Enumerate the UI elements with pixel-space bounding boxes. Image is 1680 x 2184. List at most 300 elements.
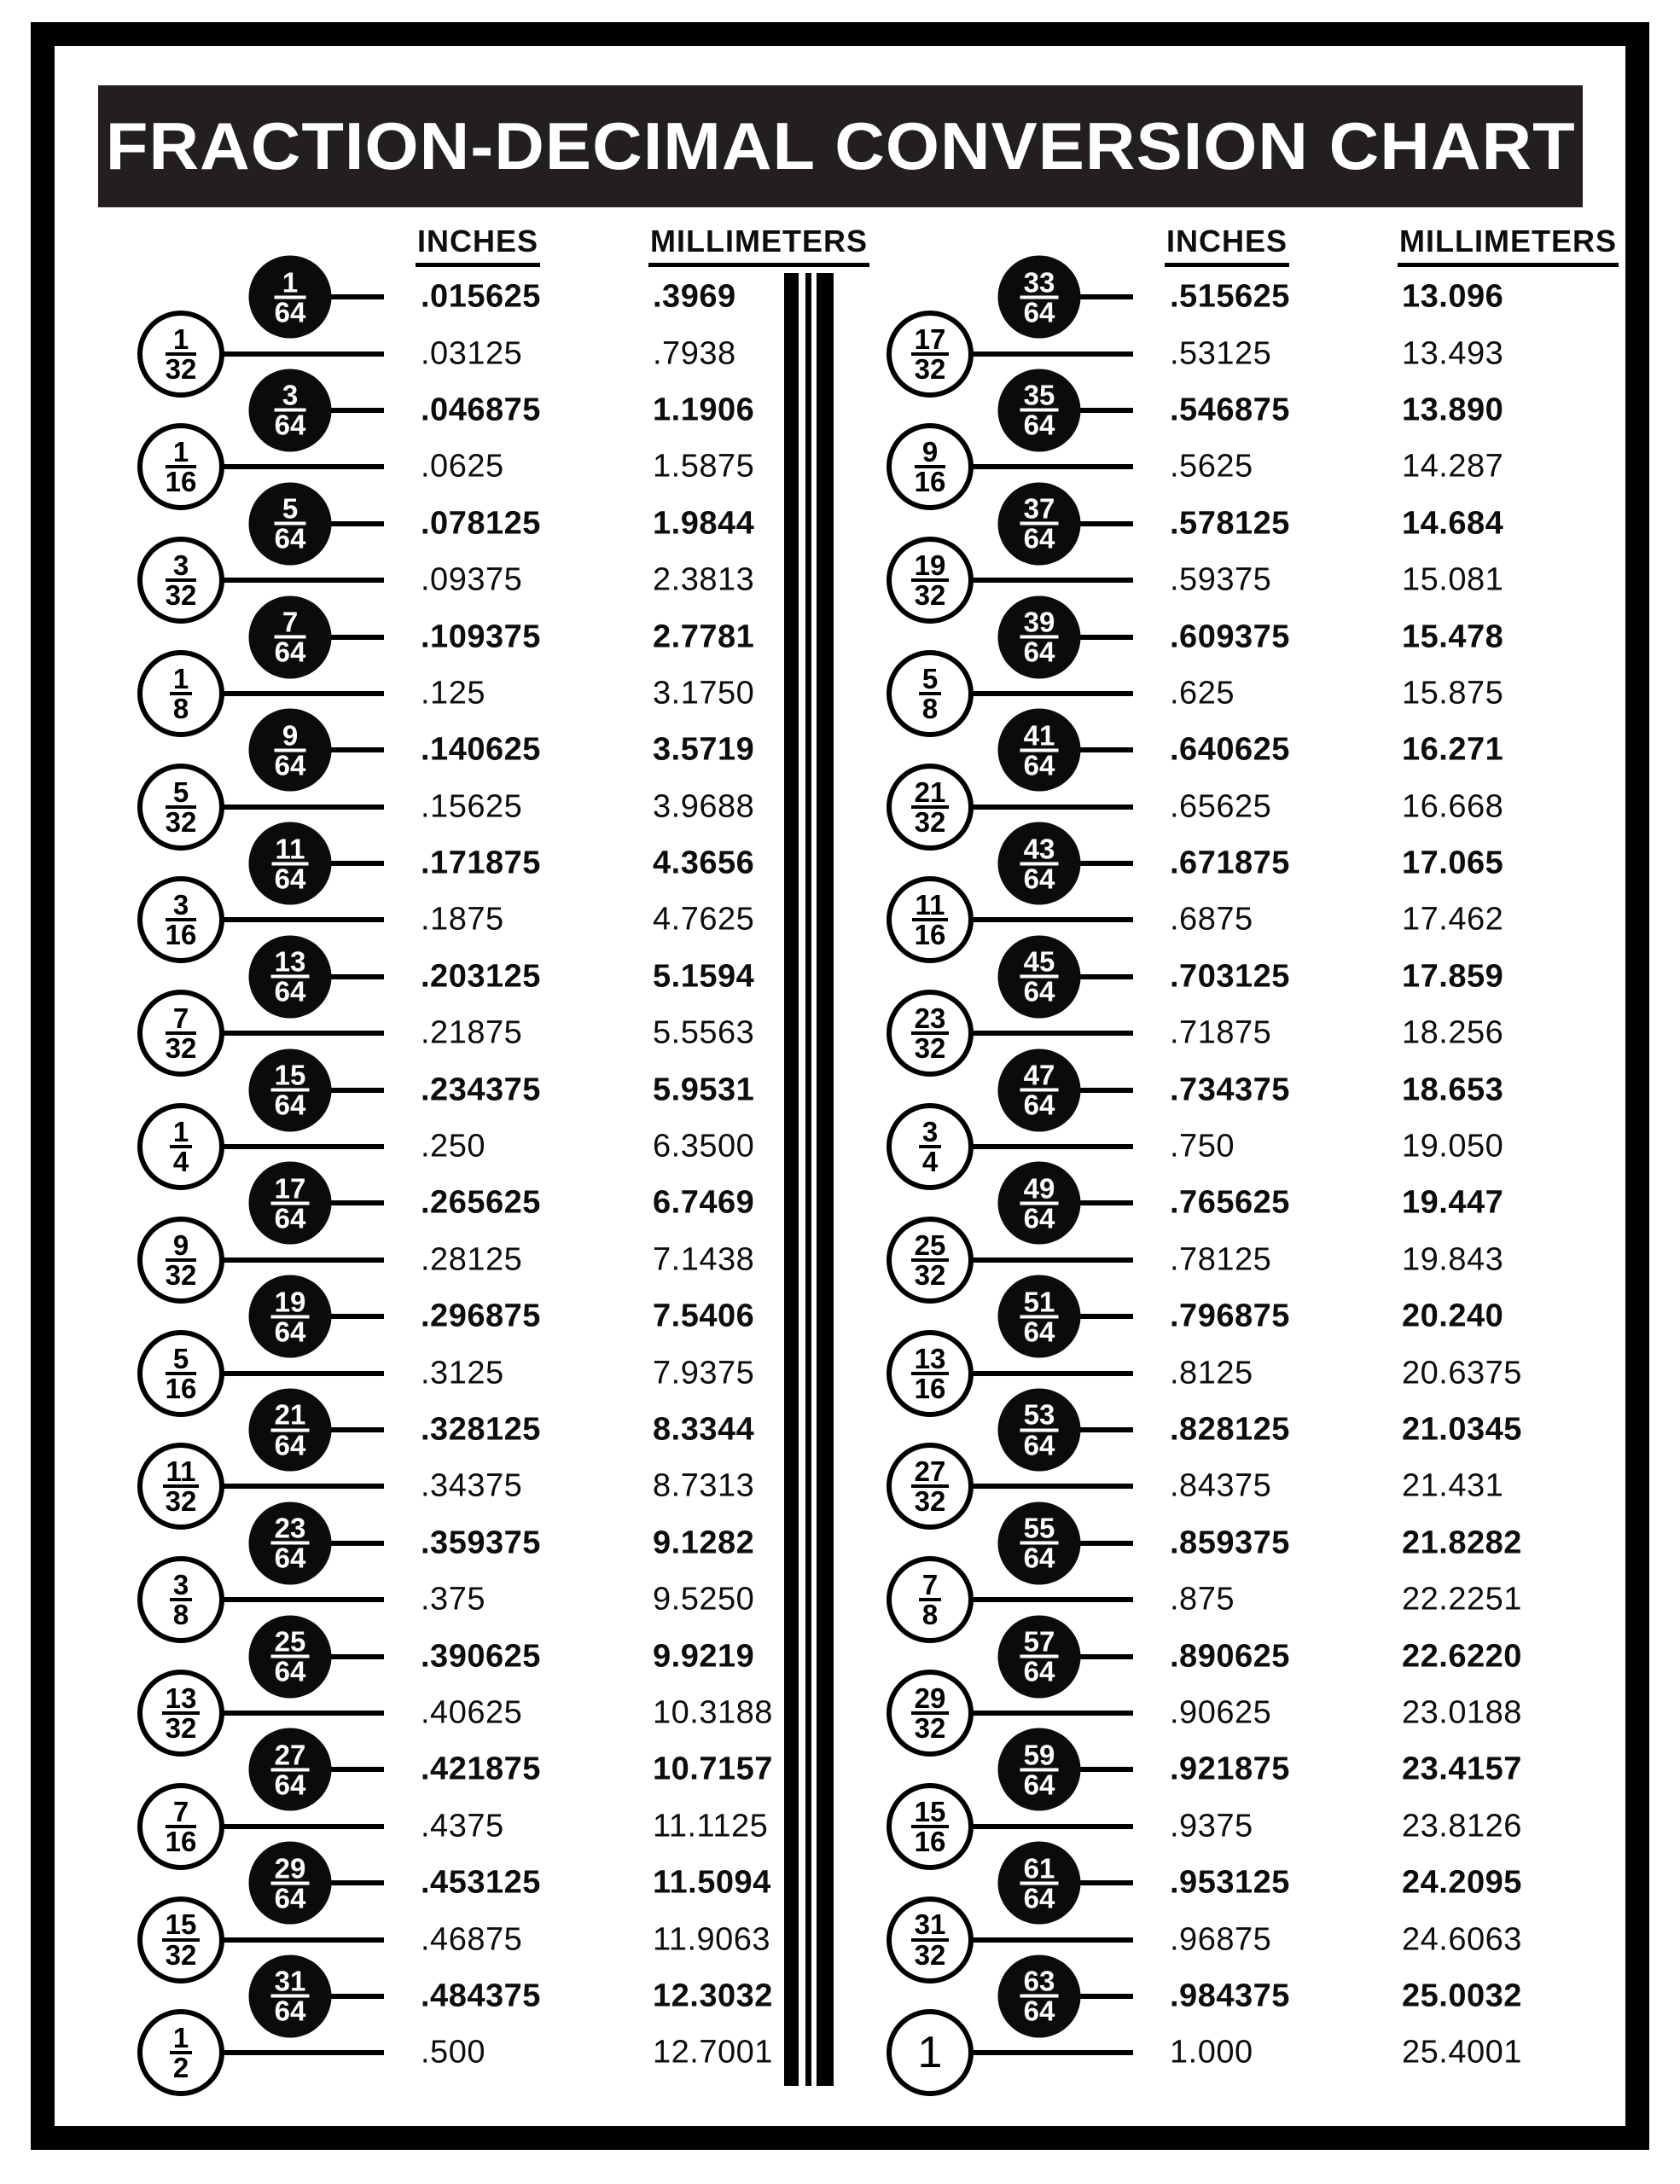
fraction-denominator: 64	[274, 522, 306, 555]
fraction-badge	[887, 1670, 974, 1757]
fraction-badge	[249, 1955, 332, 2037]
mm-value: 23.0188	[1402, 1694, 1522, 1731]
connector-line	[223, 1484, 384, 1489]
fraction-badge	[998, 1048, 1081, 1131]
connector-line	[972, 1824, 1133, 1829]
conversion-row	[98, 1795, 849, 1857]
fraction-numerator: 7	[919, 1572, 941, 1601]
fraction	[1020, 1172, 1059, 1234]
conversion-row	[847, 833, 1598, 895]
connector-line	[223, 1937, 384, 1943]
fraction	[271, 1512, 310, 1574]
fraction-denominator: 32	[914, 352, 946, 385]
inches-value: .921875	[1170, 1751, 1290, 1787]
fraction	[1020, 1965, 1059, 2027]
mm-value: 17.065	[1402, 845, 1504, 881]
fraction-denominator: 64	[274, 1882, 306, 1914]
mm-value: 25.4001	[1402, 2034, 1522, 2071]
inches-value: .046875	[421, 392, 541, 428]
fraction-badge	[137, 1330, 224, 1417]
mm-value: 23.8126	[1402, 1808, 1522, 1844]
mm-value: 13.890	[1402, 392, 1504, 428]
fraction	[271, 945, 310, 1008]
mm-value: 5.9531	[653, 1072, 755, 1108]
fraction-badge	[249, 1389, 332, 1472]
fraction-badge	[137, 1217, 224, 1304]
connector-line	[330, 1088, 384, 1093]
mm-value: 15.081	[1402, 561, 1504, 598]
fraction-numerator: 57	[1020, 1629, 1059, 1658]
fraction-denominator: 64	[274, 1769, 306, 1801]
connector-line	[223, 2050, 384, 2055]
conversion-row	[847, 1455, 1598, 1518]
fraction-badge	[249, 595, 332, 678]
fraction-badge	[137, 311, 224, 398]
right-column	[847, 224, 1617, 2100]
conversion-row	[847, 1795, 1598, 1857]
mm-value: 22.2251	[1402, 1581, 1522, 1618]
fraction-badge	[998, 595, 1081, 678]
connector-line	[1079, 1654, 1133, 1659]
conversion-row	[847, 379, 1598, 441]
mm-value: .3969	[653, 278, 736, 315]
inches-value: .3125	[421, 1355, 504, 1391]
connector-line	[1079, 1088, 1133, 1093]
fraction	[162, 1908, 201, 1971]
fraction-denominator: 8	[921, 1599, 939, 1631]
fraction-badge	[249, 1842, 332, 1925]
conversion-row	[98, 2022, 849, 2084]
fraction-denominator: 8	[172, 692, 189, 724]
inches-value: .78125	[1170, 1241, 1272, 1278]
conversion-row	[847, 1116, 1598, 1178]
fraction-numerator: 21	[911, 780, 950, 809]
fraction-badge	[998, 1162, 1081, 1245]
inches-value: .671875	[1170, 845, 1290, 881]
connector-line	[330, 1541, 384, 1546]
fraction-badge	[249, 822, 332, 905]
fraction	[274, 379, 306, 441]
fraction-denominator: 64	[1023, 296, 1055, 328]
fraction	[911, 1228, 950, 1291]
connector-line	[1079, 408, 1133, 413]
fraction-numerator: 59	[1020, 1742, 1059, 1771]
fraction	[274, 606, 306, 668]
fraction-denominator: 16	[165, 1825, 197, 1857]
conversion-row	[847, 889, 1598, 951]
fraction-numerator: 55	[1020, 1516, 1059, 1545]
connector-line	[972, 1484, 1133, 1489]
fraction-numerator: 15	[271, 1063, 310, 1092]
fraction-numerator: 13	[271, 950, 310, 979]
inches-value: .890625	[1170, 1638, 1290, 1675]
divider-bar	[817, 273, 834, 2086]
mm-value: 15.875	[1402, 675, 1504, 712]
conversion-row	[847, 1002, 1598, 1065]
fraction-badge	[998, 709, 1081, 792]
mm-value: 21.8282	[1402, 1525, 1522, 1561]
inches-value: .015625	[421, 278, 541, 315]
fraction-numerator: 5	[275, 497, 306, 526]
connector-line	[223, 1371, 384, 1376]
conversion-row	[98, 719, 849, 781]
fraction-badge	[887, 537, 974, 624]
fraction-numerator: 1	[917, 2028, 943, 2078]
connector-line	[972, 1711, 1133, 1716]
fraction-denominator: 64	[274, 1089, 306, 1121]
fraction-denominator: 2	[172, 2052, 189, 2084]
fraction	[162, 1682, 201, 1744]
fraction	[170, 662, 192, 724]
fraction-numerator: 7	[166, 1006, 197, 1035]
conversion-row	[847, 1342, 1598, 1404]
fraction	[919, 1569, 941, 1631]
fraction-denominator: 64	[1023, 1995, 1055, 2027]
fraction-numerator: 53	[1020, 1403, 1059, 1432]
connector-line	[972, 1144, 1133, 1149]
inches-value: .40625	[421, 1694, 523, 1731]
fraction-numerator: 7	[166, 1799, 197, 1828]
conversion-row	[847, 606, 1598, 668]
fraction-numerator: 27	[271, 1742, 310, 1771]
connector-line	[330, 1880, 384, 1885]
mm-value: 6.3500	[653, 1128, 755, 1165]
conversion-row	[98, 889, 849, 951]
fraction-numerator: 47	[1020, 1063, 1059, 1092]
mm-value: 24.6063	[1402, 1921, 1522, 1958]
mm-value: 1.9844	[653, 505, 755, 542]
inches-value: .265625	[421, 1184, 541, 1221]
connector-line	[330, 1314, 384, 1319]
fraction-badge	[137, 1783, 224, 1870]
divider-bar	[784, 273, 799, 2086]
mm-value: 12.7001	[653, 2034, 773, 2071]
fraction-badge	[137, 2009, 224, 2096]
inches-value: .59375	[1170, 561, 1272, 598]
fraction-numerator: 33	[1020, 270, 1059, 299]
fraction	[271, 1172, 310, 1234]
mm-value: 9.1282	[653, 1525, 755, 1561]
fraction-denominator: 32	[165, 579, 197, 612]
fraction	[165, 1795, 197, 1857]
fraction-badge	[137, 537, 224, 624]
millimeters-header-right: MILLIMETERS	[1398, 224, 1619, 267]
fraction	[170, 1569, 192, 1631]
inches-value: .15625	[421, 788, 523, 825]
inches-value: .9375	[1170, 1808, 1253, 1844]
fraction-denominator: 4	[172, 1146, 189, 1178]
inches-value: .484375	[421, 1978, 541, 2014]
fraction-badge	[137, 1443, 224, 1530]
fraction-denominator: 16	[914, 1372, 946, 1404]
inches-value: .21875	[421, 1014, 523, 1051]
fraction-badge	[249, 482, 332, 565]
rows-left	[98, 266, 849, 2084]
mm-value: 5.5563	[653, 1014, 755, 1051]
fraction-denominator: 32	[914, 1258, 946, 1291]
inches-value: .46875	[421, 1921, 523, 1958]
fraction-denominator: 64	[1023, 975, 1055, 1008]
connector-line	[223, 464, 384, 469]
conversion-row	[847, 1682, 1598, 1744]
inches-value: .234375	[421, 1072, 541, 1108]
fraction-denominator: 64	[274, 296, 306, 328]
fraction-denominator: 32	[914, 805, 946, 838]
connector-line	[972, 1258, 1133, 1263]
inches-value: .171875	[421, 845, 541, 881]
conversion-row	[98, 436, 849, 498]
fraction-denominator: 32	[914, 1711, 946, 1744]
conversion-row	[98, 662, 849, 724]
fraction	[165, 322, 197, 385]
fraction-denominator: 64	[1023, 863, 1055, 895]
fraction-denominator: 64	[1023, 1769, 1055, 1801]
fraction-numerator: 9	[915, 439, 946, 468]
conversion-row	[847, 1625, 1598, 1687]
fraction-denominator: 16	[165, 1372, 197, 1404]
fraction-numerator: 1	[170, 666, 192, 695]
conversion-row	[98, 1116, 849, 1178]
inches-value: .390625	[421, 1638, 541, 1675]
fraction	[274, 266, 306, 328]
inches-header-right: INCHES	[1165, 224, 1289, 267]
connector-line	[330, 521, 384, 526]
fraction-numerator: 41	[1020, 723, 1059, 752]
mm-value: 11.5094	[653, 1864, 771, 1901]
fraction	[911, 1455, 950, 1518]
conversion-row	[847, 1398, 1598, 1461]
inches-value: .796875	[1170, 1298, 1290, 1334]
fraction	[911, 1342, 950, 1404]
fraction-denominator: 32	[165, 1711, 197, 1744]
fraction-badge	[998, 822, 1081, 905]
mm-value: 13.493	[1402, 335, 1504, 372]
fraction	[165, 889, 197, 951]
fraction-badge	[998, 1389, 1081, 1472]
fraction	[165, 775, 197, 838]
fraction-denominator: 16	[165, 466, 197, 498]
fraction-denominator: 32	[914, 1485, 946, 1518]
inches-value: .750	[1170, 1128, 1235, 1165]
conversion-row	[98, 549, 849, 612]
inches-value: .546875	[1170, 392, 1290, 428]
fraction-badge	[249, 1048, 332, 1131]
connector-line	[330, 747, 384, 752]
conversion-row	[847, 1286, 1598, 1348]
connector-line	[330, 635, 384, 640]
connector-line	[223, 578, 384, 583]
fraction	[271, 1059, 310, 1121]
fraction-badge	[137, 764, 224, 851]
fraction-numerator: 9	[275, 723, 306, 752]
mm-value: 1.5875	[653, 448, 755, 485]
connector-line	[223, 351, 384, 357]
fraction-badge	[998, 1842, 1081, 1925]
fraction-badge	[137, 1896, 224, 1984]
fraction-badge	[249, 1615, 332, 1698]
fraction-badge	[887, 2009, 974, 2096]
connector-line	[330, 1654, 384, 1659]
fraction-denominator: 32	[914, 1032, 946, 1065]
conversion-row	[98, 1625, 849, 1687]
mm-value: 18.256	[1402, 1014, 1504, 1051]
fraction-numerator: 13	[162, 1686, 201, 1715]
fraction-badge	[137, 990, 224, 1077]
fraction-denominator: 64	[274, 863, 306, 895]
inches-value: .609375	[1170, 619, 1290, 655]
inches-value: .953125	[1170, 1864, 1290, 1901]
fraction-numerator: 13	[911, 1346, 950, 1375]
mm-value: 20.240	[1402, 1298, 1504, 1334]
mm-value: 9.5250	[653, 1581, 755, 1618]
inches-value: .250	[421, 1128, 485, 1165]
fraction-numerator: 11	[912, 892, 949, 921]
fraction-numerator: 3	[275, 383, 306, 412]
fraction-numerator: 63	[1020, 1969, 1059, 1998]
fraction-badge	[887, 650, 974, 737]
conversion-row	[98, 945, 849, 1008]
fraction	[163, 1455, 200, 1518]
mm-value: 22.6220	[1402, 1638, 1522, 1675]
mm-value: 11.9063	[653, 1921, 771, 1958]
inches-value: .734375	[1170, 1072, 1290, 1108]
conversion-row	[98, 606, 849, 668]
connector-line	[1079, 1994, 1133, 1999]
conversion-row	[847, 266, 1598, 328]
inches-value: .828125	[1170, 1411, 1290, 1448]
fraction	[911, 1795, 950, 1857]
connector-line	[972, 691, 1133, 696]
mm-value: 19.050	[1402, 1128, 1504, 1165]
inches-value: .96875	[1170, 1921, 1272, 1958]
mm-value: 24.2095	[1402, 1864, 1522, 1901]
conversion-row	[847, 1512, 1598, 1574]
inches-value: .6875	[1170, 901, 1253, 938]
fraction-badge	[998, 935, 1081, 1018]
fraction-numerator: 21	[271, 1403, 310, 1432]
fraction-denominator: 16	[914, 919, 946, 951]
mm-value: 7.5406	[653, 1298, 755, 1334]
fraction-denominator: 32	[165, 1032, 197, 1065]
inches-value: .875	[1170, 1581, 1235, 1618]
fraction	[165, 1342, 197, 1404]
conversion-row	[847, 1059, 1598, 1121]
fraction	[271, 1965, 310, 2027]
inches-value: .84375	[1170, 1467, 1272, 1504]
divider-bar	[805, 273, 811, 2086]
fraction-denominator: 64	[274, 1655, 306, 1687]
fraction-badge	[249, 256, 332, 339]
conversion-row	[847, 549, 1598, 612]
fraction	[911, 775, 950, 838]
connector-line	[1079, 1200, 1133, 1205]
mm-value: 3.1750	[653, 675, 755, 712]
fraction	[165, 1002, 197, 1065]
fraction-denominator: 16	[914, 466, 946, 498]
inches-value: .65625	[1170, 788, 1272, 825]
fraction	[170, 2022, 192, 2084]
fraction-denominator: 64	[1023, 1542, 1055, 1574]
fraction-numerator: 3	[166, 892, 197, 921]
fraction-badge	[249, 935, 332, 1018]
inches-header-left: INCHES	[416, 224, 540, 267]
fraction	[272, 833, 309, 895]
conversion-row	[98, 322, 849, 385]
mm-value: 14.684	[1402, 505, 1504, 542]
inches-value: .8125	[1170, 1355, 1253, 1391]
conversion-row	[847, 1172, 1598, 1234]
fraction-numerator: 43	[1020, 836, 1059, 865]
fraction-badge	[998, 1615, 1081, 1698]
fraction-badge	[998, 1275, 1081, 1358]
fraction-numerator: 5	[166, 780, 197, 809]
fraction-numerator: 3	[170, 1572, 192, 1601]
fraction-denominator: 32	[165, 352, 197, 385]
inches-value: .500	[421, 2034, 485, 2071]
conversion-row	[847, 1852, 1598, 1914]
fraction-denominator: 64	[1023, 1202, 1055, 1234]
conversion-row	[98, 1852, 849, 1914]
inches-value: .515625	[1170, 278, 1290, 315]
mm-value: 17.462	[1402, 901, 1504, 938]
fraction	[1020, 266, 1059, 328]
fraction-badge	[887, 1217, 974, 1304]
mm-value: 18.653	[1402, 1072, 1504, 1108]
fraction-denominator: 64	[1023, 1089, 1055, 1121]
fraction-numerator: 19	[911, 553, 950, 582]
fraction-badge	[249, 1275, 332, 1358]
inches-value: .625	[1170, 675, 1235, 712]
fraction	[1020, 606, 1059, 668]
fraction-numerator: 45	[1020, 950, 1059, 979]
connector-line	[330, 408, 384, 413]
mm-value: 17.859	[1402, 958, 1504, 995]
fraction-denominator: 64	[1023, 749, 1055, 781]
conversion-row	[847, 436, 1598, 498]
rows-right	[847, 266, 1598, 2082]
fraction-denominator: 16	[914, 1825, 946, 1857]
fraction-numerator: 15	[911, 1799, 950, 1828]
conversion-row	[98, 492, 849, 555]
inches-value: .90625	[1170, 1694, 1272, 1731]
fraction	[911, 322, 950, 385]
fraction-badge	[249, 709, 332, 792]
fraction-denominator: 32	[165, 805, 197, 838]
conversion-row	[98, 775, 849, 838]
fraction-numerator: 5	[166, 1346, 197, 1375]
connector-line	[972, 1597, 1133, 1602]
mm-value: 21.431	[1402, 1467, 1504, 1504]
fraction-numerator: 5	[919, 666, 941, 695]
connector-line	[1079, 1314, 1133, 1319]
fraction-numerator: 19	[271, 1289, 310, 1318]
fraction	[911, 1908, 950, 1971]
conversion-row	[98, 1002, 849, 1065]
conversion-row	[847, 662, 1598, 724]
millimeters-header-left: MILLIMETERS	[648, 224, 869, 267]
fraction	[1020, 1286, 1059, 1348]
fraction-denominator: 32	[165, 1485, 197, 1518]
mm-value: 8.7313	[653, 1467, 755, 1504]
connector-line	[1079, 974, 1133, 979]
fraction-numerator: 9	[166, 1233, 197, 1262]
fraction-numerator: 51	[1020, 1289, 1059, 1318]
conversion-row	[847, 719, 1598, 781]
conversion-row	[847, 2024, 1598, 2081]
conversion-row	[847, 322, 1598, 385]
fraction-badge	[887, 1443, 974, 1530]
inches-value: .0625	[421, 448, 504, 485]
